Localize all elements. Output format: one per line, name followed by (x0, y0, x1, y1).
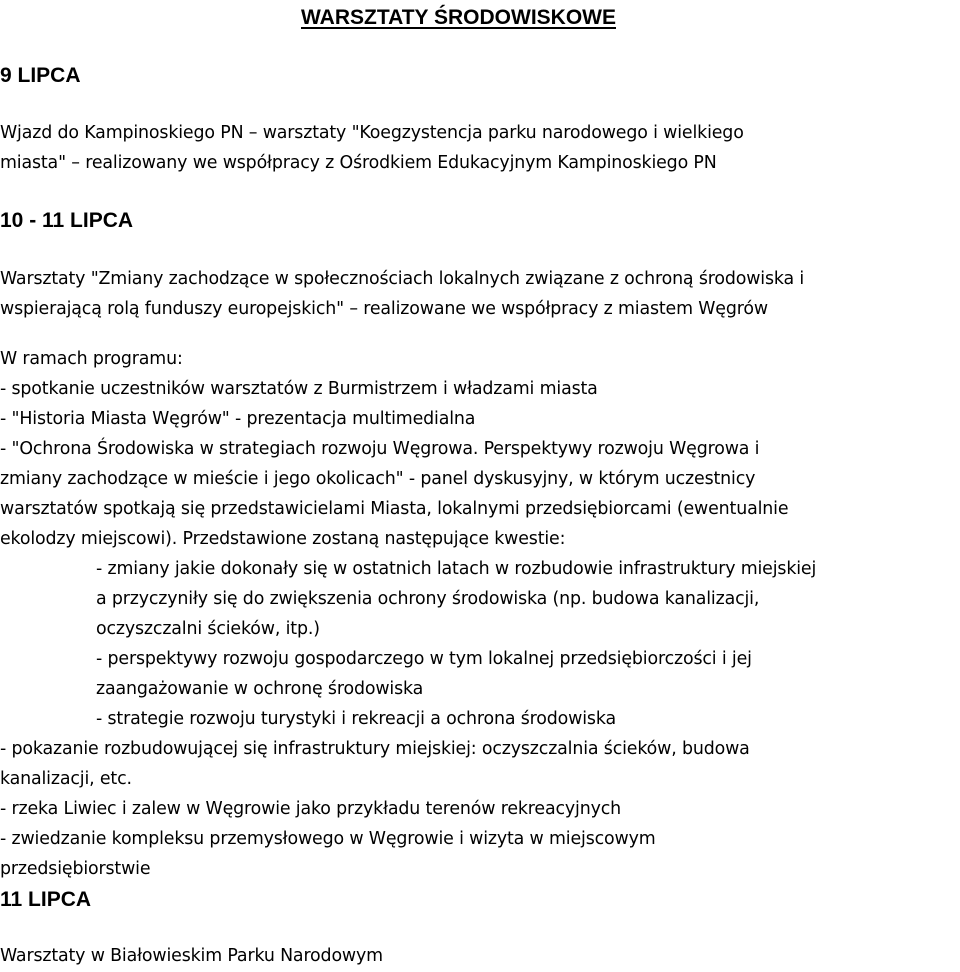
document-title: WARSZTATY ŚRODOWISKOWE (301, 6, 616, 29)
program-item: - spotkanie uczestników warsztatów z Burmistrzem i władzami miasta (0, 379, 598, 399)
section-description-10-11-lipca (0, 264, 804, 324)
text-line: miasta" – realizowany we współpracy z Ośrodkiem Edukacyjnym Kampinoskiego PN (0, 153, 717, 173)
program-sub-item: a przyczyniły się do zwiększenia ochrony środowiska (np. budowa kanalizacji, (96, 589, 760, 609)
program-item: - "Historia Miasta Węgrów" - prezentacja multimedialna (0, 409, 476, 429)
program-item: - "Ochrona Środowiska w strategiach rozwoju Węgrowa. Perspektywy rozwoju Węgrowa i (0, 439, 760, 459)
section-date-11-lipca: 11 LIPCA (0, 888, 92, 911)
program-sub-item: zaangażowanie w ochronę środowiska (96, 679, 424, 699)
program-item: - zwiedzanie kompleksu przemysłowego w Węgrowie i wizyta w miejscowym (0, 829, 656, 849)
program-sub-item: - strategie rozwoju turystyki i rekreacji a ochrona środowiska (96, 709, 616, 729)
program-item: kanalizacji, etc. (0, 769, 132, 789)
text-line: wspierającą rolą funduszy europejskich" – realizowane we współpracy z miastem Węgrów (0, 299, 768, 319)
program-item: przedsiębiorstwie (0, 859, 151, 879)
program-item: ekolodzy miejscowi). Przedstawione zostaną następujące kwestie: (0, 529, 566, 549)
section-description-11-lipca (0, 941, 383, 971)
program-sub-item: - perspektywy rozwoju gospodarczego w tym lokalnej przedsiębiorczości i jej (96, 649, 752, 669)
section-description-9-lipca (0, 118, 744, 178)
section-date-9-lipca: 9 LIPCA (0, 64, 81, 87)
text-line: Warsztaty "Zmiany zachodzące w społecznościach lokalnych związane z ochroną środowiska i (0, 269, 805, 289)
program-item: warsztatów spotkają się przedstawicielami Miasta, lokalnymi przedsiębiorcami (ewentualnie (0, 499, 789, 519)
program-heading: W ramach programu: (0, 349, 183, 369)
program-item: zmiany zachodzące w mieście i jego okolicach" - panel dyskusyjny, w którym uczestnicy (0, 469, 756, 489)
program-block (0, 344, 816, 884)
text-line: Wjazd do Kampinoskiego PN – warsztaty "Koegzystencja parku narodowego i wielkiego (0, 123, 744, 143)
section-date-10-11-lipca: 10 - 11 LIPCA (0, 209, 134, 232)
program-sub-item: - zmiany jakie dokonały się w ostatnich latach w rozbudowie infrastruktury miejskiej (96, 559, 817, 579)
program-item: - rzeka Liwiec i zalew w Węgrowie jako przykładu terenów rekreacyjnych (0, 799, 622, 819)
program-item: - pokazanie rozbudowującej się infrastruktury miejskiej: oczyszczalnia ścieków, budowa (0, 739, 750, 759)
program-sub-item: oczyszczalni ścieków, itp.) (96, 619, 320, 639)
text-line: Warsztaty w Białowieskim Parku Narodowym (0, 946, 383, 966)
